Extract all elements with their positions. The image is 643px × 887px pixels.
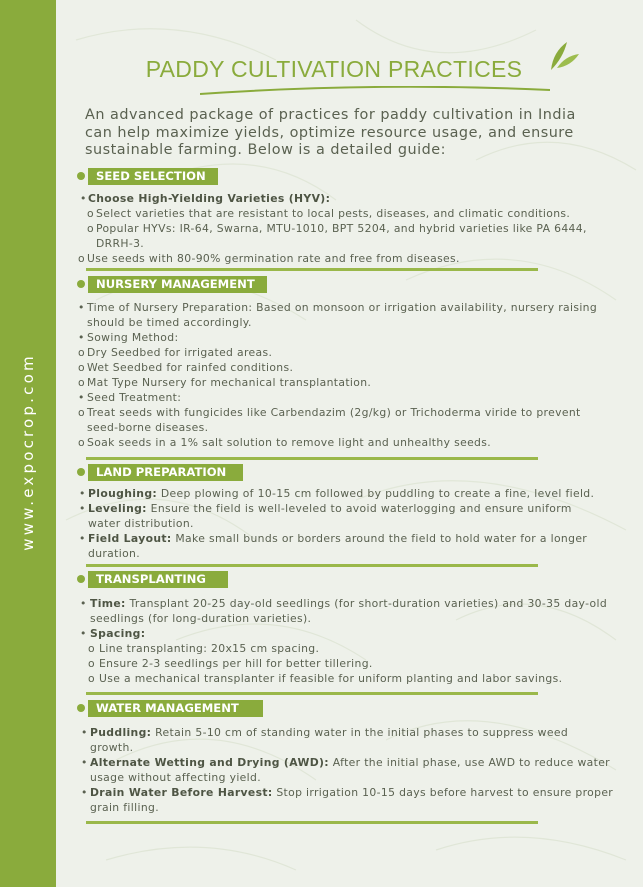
list-item-text xyxy=(78,405,588,435)
list-item xyxy=(87,221,612,251)
list-item-body: Ensure the field is well-leveled to avoid waterlogging and ensure uniform water distribution. xyxy=(88,502,572,530)
list-item xyxy=(78,345,598,360)
sub-bullet-icon: o xyxy=(78,252,85,265)
list-item-body: Transplant 20-25 day-old seedlings (for short-duration varieties) and 30-35 day-old seedlings (for long-duration varieties). xyxy=(90,597,608,625)
sub-bullet-icon: o xyxy=(78,346,85,359)
list-item xyxy=(88,656,608,671)
list-item-body: After the initial phase, use AWD to reduce water usage without affecting yield. xyxy=(90,756,610,784)
list-item xyxy=(81,785,626,815)
bullet-icon: • xyxy=(79,502,86,515)
list-item xyxy=(80,191,600,206)
section-heading-label: LAND PREPARATION xyxy=(88,464,243,481)
list-item xyxy=(78,405,588,435)
bullet-dot-icon xyxy=(77,704,85,712)
website-url: www.expocrop.com xyxy=(19,353,37,551)
list-item xyxy=(78,330,598,345)
list-item-bold-lead: Alternate Wetting and Drying (AWD): xyxy=(90,756,329,769)
bullet-dot-icon xyxy=(77,468,85,476)
list-item xyxy=(78,300,598,330)
section-heading-label: TRANSPLANTING xyxy=(88,571,228,588)
list-item xyxy=(78,251,603,266)
list-item xyxy=(79,486,624,501)
sub-bullet-icon: o xyxy=(78,436,85,449)
sub-bullet-icon: o xyxy=(78,376,85,389)
list-item-body: Soak seeds in a 1% salt solution to remove light and unhealthy seeds. xyxy=(87,436,492,449)
bullet-icon: • xyxy=(79,532,86,545)
section-heading-label: NURSERY MANAGEMENT xyxy=(88,276,267,293)
list-item-text xyxy=(88,641,608,656)
page-title: PADDY CULTIVATION PRACTICES xyxy=(145,56,523,82)
list-item-body: Select varieties that are resistant to local pests, diseases, and climatic conditions. xyxy=(96,207,571,220)
list-item-text xyxy=(87,206,612,221)
list-item-text xyxy=(81,755,626,785)
list-item xyxy=(80,626,605,641)
list-item-text xyxy=(78,300,598,330)
list-item xyxy=(80,596,610,626)
title-underline xyxy=(200,86,550,96)
list-item xyxy=(88,641,608,656)
section-divider xyxy=(86,692,538,695)
list-item-text xyxy=(87,221,612,251)
list-item-text xyxy=(79,501,604,531)
list-item-bold-lead: Spacing: xyxy=(90,627,146,640)
bullet-dot-icon xyxy=(77,172,85,180)
list-item xyxy=(88,671,618,686)
bullet-icon: • xyxy=(78,391,85,404)
sidebar xyxy=(0,0,56,887)
list-item-text xyxy=(80,626,605,641)
list-item-body: Line transplanting: 20x15 cm spacing. xyxy=(99,642,320,655)
sub-bullet-icon: o xyxy=(78,406,85,419)
sub-bullet-icon: o xyxy=(88,672,95,685)
list-item xyxy=(78,360,598,375)
bullet-icon: • xyxy=(81,756,88,769)
list-item-body: Dry Seedbed for irrigated areas. xyxy=(87,346,273,359)
list-item-text xyxy=(78,375,598,390)
list-item-body: Use seeds with 80-90% germination rate and free from diseases. xyxy=(87,252,460,265)
list-item-text xyxy=(78,435,598,450)
list-item xyxy=(78,435,598,450)
sub-bullet-icon: o xyxy=(78,361,85,374)
intro-paragraph: An advanced package of practices for paddy cultivation in India can help maximize yields, optimize resource usage, and ensure sustainable farming. Below is a detailed guide: xyxy=(85,107,576,158)
list-item xyxy=(81,755,626,785)
list-item-text xyxy=(81,725,611,755)
list-item-text xyxy=(78,390,598,405)
list-item xyxy=(79,501,604,531)
bullet-dot-icon xyxy=(77,575,85,583)
section-heading-label: WATER MANAGEMENT xyxy=(88,700,263,717)
bullet-icon: • xyxy=(80,627,87,640)
bullet-dot-icon xyxy=(77,280,85,288)
list-item-text xyxy=(88,671,618,686)
list-item-body: Use a mechanical transplanter if feasible for uniform planting and labor savings. xyxy=(99,672,563,685)
bullet-icon: • xyxy=(80,597,87,610)
bullet-icon: • xyxy=(81,726,88,739)
section-heading-label: SEED SELECTION xyxy=(88,168,218,185)
list-item-text xyxy=(78,345,598,360)
section-divider xyxy=(86,457,538,460)
list-item-text xyxy=(79,531,619,561)
list-item-body: Ensure 2-3 seedlings per hill for better tillering. xyxy=(99,657,373,670)
list-item xyxy=(81,725,611,755)
list-item-body: Mat Type Nursery for mechanical transplantation. xyxy=(87,376,372,389)
list-item-body: Time of Nursery Preparation: Based on monsoon or irrigation availability, nursery raising should be timed accordingly. xyxy=(87,301,598,329)
sub-bullet-icon: o xyxy=(87,207,94,220)
list-item-body: Popular HYVs: IR-64, Swarna, MTU-1010, BPT 5204, and hybrid varieties like PA 6444, DRRH-3. xyxy=(96,222,587,250)
bullet-icon: • xyxy=(78,301,85,314)
bullet-icon: • xyxy=(78,331,85,344)
list-item-body: Retain 5-10 cm of standing water in the initial phases to suppress weed growth. xyxy=(90,726,569,754)
list-item xyxy=(87,206,612,221)
bullet-icon: • xyxy=(79,487,86,500)
list-item-body: Treat seeds with fungicides like Carbendazim (2g/kg) or Trichoderma viride to prevent seed-borne diseases. xyxy=(87,406,581,434)
list-item xyxy=(78,375,598,390)
list-item xyxy=(78,390,598,405)
list-item-body: Wet Seedbed for rainfed conditions. xyxy=(87,361,294,374)
list-item-body: Deep plowing of 10-15 cm followed by puddling to create a fine, level field. xyxy=(157,487,595,500)
list-item-body: Stop irrigation 10-15 days before harvest to ensure proper grain filling. xyxy=(90,786,614,814)
list-item-bold-lead: Time: xyxy=(90,597,126,610)
list-item-bold-lead: Ploughing: xyxy=(88,487,158,500)
list-item-bold-lead: Field Layout: xyxy=(88,532,172,545)
list-item-text xyxy=(88,656,608,671)
list-item-text xyxy=(78,360,598,375)
list-item-text xyxy=(81,785,626,815)
bullet-icon: • xyxy=(81,786,88,799)
list-item-body: Seed Treatment: xyxy=(87,391,182,404)
list-item-text xyxy=(80,596,610,626)
list-item-bold-lead: Drain Water Before Harvest: xyxy=(90,786,273,799)
list-item xyxy=(79,531,619,561)
list-item-text xyxy=(79,486,624,501)
list-item-body: Sowing Method: xyxy=(87,331,179,344)
section-divider xyxy=(86,268,538,271)
sub-bullet-icon: o xyxy=(87,222,94,235)
sub-bullet-icon: o xyxy=(88,642,95,655)
list-item-text xyxy=(80,191,600,206)
sub-bullet-icon: o xyxy=(88,657,95,670)
list-item-bold-lead: Puddling: xyxy=(90,726,152,739)
bullet-icon: • xyxy=(80,192,87,205)
list-item-text xyxy=(78,251,603,266)
section-divider xyxy=(86,564,538,567)
section-divider xyxy=(86,821,538,824)
list-item-text xyxy=(78,330,598,345)
list-item-body: Make small bunds or borders around the field to hold water for a longer duration. xyxy=(88,532,588,560)
list-item-bold-lead: Leveling: xyxy=(88,502,147,515)
list-item-bold-lead: Choose High-Yielding Varieties (HYV): xyxy=(88,192,331,205)
